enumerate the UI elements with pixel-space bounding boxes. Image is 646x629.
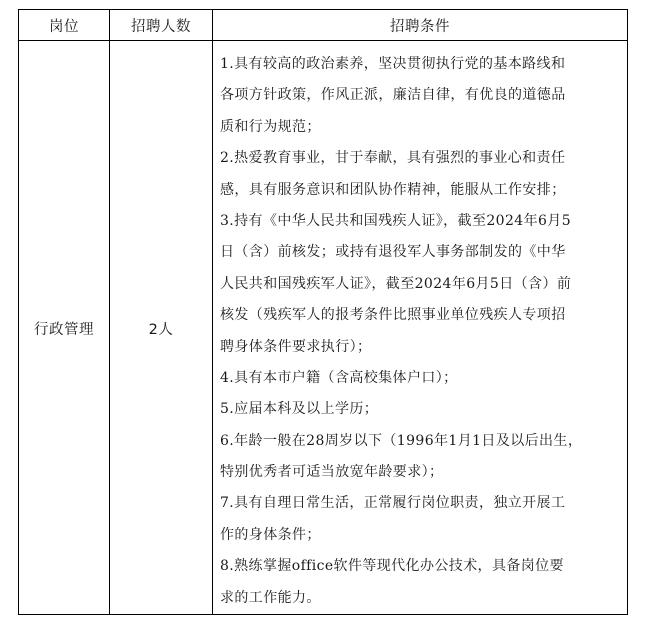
requirement-line: 7.具有自理日常生活，正常履行岗位职责，独立开展工 (220, 495, 566, 512)
requirement-line: 3.持有《中华人民共和国残疾人证》，截至2024年6月5 (220, 212, 571, 229)
requirement-line: 人民共和国残疾军人证》，截至2024年6月5日（含）前 (220, 275, 572, 292)
requirement-line: 5.应届本科及以上学历； (220, 401, 379, 418)
requirement-line: 求的工作能力。 (220, 589, 321, 606)
requirement-line: 作的身体条件； (220, 526, 321, 543)
requirement-line: 感，具有服务意识和团队协作精神，能服从工作安排； (220, 181, 566, 198)
recruitment-table (18, 9, 628, 615)
cell-count: 2人 (110, 41, 213, 615)
requirement-line: 质和行为规范； (220, 118, 321, 135)
requirement-line: 聘身体条件要求执行）； (220, 338, 372, 355)
requirement-line: 6.年龄一般在28周岁以下（1996年1月1日及以后出生， (220, 432, 583, 449)
table-row (19, 41, 627, 615)
requirement-line: 日（含）前核发；或持有退役军人事务部制发的《中华 (220, 244, 566, 261)
table-header-row (19, 10, 627, 41)
requirement-line: 核发（残疾军人的报考条件比照事业单位残疾人专项招 (220, 307, 566, 324)
cell-position: 行政管理 (19, 41, 110, 615)
header-count: 招聘人数 (110, 10, 213, 40)
header-position: 岗位 (19, 10, 110, 40)
header-requirements: 招聘条件 (390, 18, 450, 35)
requirement-line: 2.热爱教育事业，甘于奉献，具有强烈的事业心和责任 (220, 150, 566, 167)
requirement-line: 特别优秀者可适当放宽年龄要求）； (220, 464, 444, 481)
requirement-line: 各项方针政策，作风正派，廉洁自律，有优良的道德品 (220, 87, 566, 104)
requirement-line: 1.具有较高的政治素养，坚决贯彻执行党的基本路线和 (220, 56, 566, 72)
requirement-line: 4.具有本市户籍（含高校集体户口）； (220, 369, 458, 386)
cell-requirements (213, 41, 627, 615)
requirement-line: 8.熟练掌握office软件等现代化办公技术，具备岗位要 (220, 558, 564, 575)
